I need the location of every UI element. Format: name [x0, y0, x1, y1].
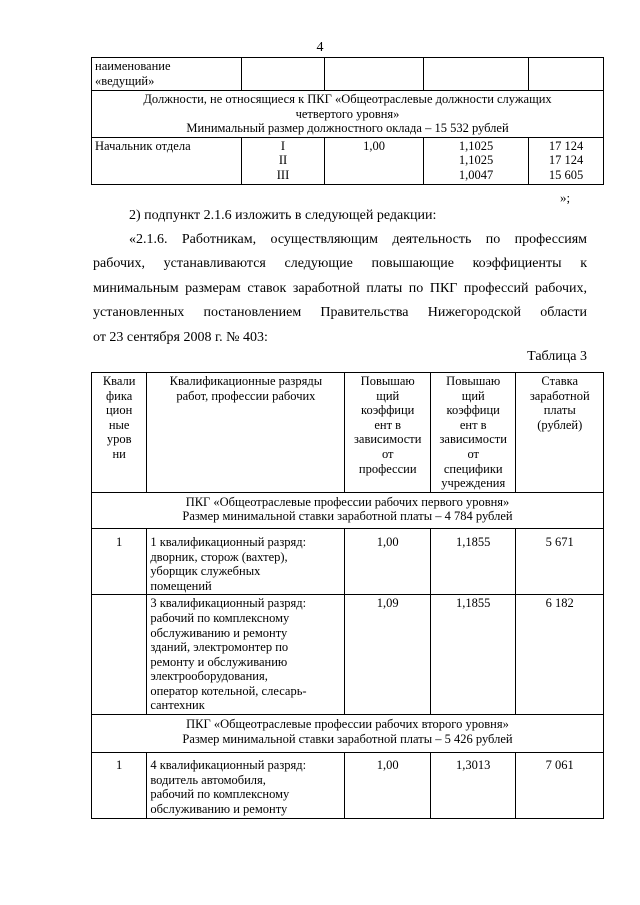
coef2-cell: 1,3013	[430, 753, 516, 818]
level-cell	[242, 137, 325, 184]
rate-cell: 6 182	[516, 595, 604, 715]
salary-cell	[529, 137, 604, 184]
coef1-cell	[325, 137, 424, 184]
page-number: 4	[316, 40, 324, 55]
header-levels	[92, 373, 147, 493]
level-value: III	[276, 167, 290, 182]
table-cell	[424, 58, 529, 91]
paragraph-2-1-6	[93, 228, 587, 350]
coef2-cell: 1,1855	[430, 528, 516, 594]
table-row	[92, 595, 604, 715]
header-line: работ, профессии рабочих	[176, 388, 316, 403]
level-value: II	[278, 153, 288, 168]
desc-line: рабочий по комплексному	[150, 610, 290, 625]
header-line: профессии	[358, 461, 417, 476]
group-header-first-level	[92, 492, 604, 528]
header-line: ент в	[374, 417, 402, 432]
paragraph-line: «2.1.6. Работникам, осуществляющим деятельность по профессиям	[129, 232, 587, 247]
level-cell: 1	[92, 528, 147, 594]
group-header-line: Минимальный размер должностного оклада – 15 532 рублей	[186, 121, 509, 136]
group-header-line: Должности, не относящиеся к ПКГ «Общеотраслевые должности служащих	[143, 92, 552, 106]
header-line: Ставка	[541, 374, 579, 388]
header-line: Квалификационные разряды	[169, 374, 323, 388]
header-line: фика	[106, 388, 133, 403]
group-header	[92, 91, 604, 138]
header-line: цион	[105, 403, 133, 418]
header-line: платы	[543, 403, 576, 418]
table-3	[91, 372, 604, 819]
header-grades	[147, 373, 345, 493]
header-line: ент в	[459, 417, 487, 432]
desc-line: помещений	[150, 578, 212, 593]
desc-line: 3 квалификационный разряд:	[150, 596, 307, 611]
coef2-value: 1,1025	[458, 138, 494, 153]
header-coef-institution	[430, 373, 516, 493]
paragraph-line: от 23 сентября 2008 г. № 403:	[93, 329, 268, 345]
header-line: Повышаю	[446, 374, 501, 388]
header-rate	[516, 373, 604, 493]
desc-line: зданий, электромонтер по	[150, 640, 289, 655]
coef1-cell: 1,00	[345, 528, 431, 594]
header-line: заработной	[529, 388, 590, 403]
header-line: Повышаю	[360, 374, 415, 388]
coef1-cell: 1,09	[345, 595, 431, 715]
coef2-value: 1,1025	[458, 153, 494, 168]
header-line: ни	[112, 446, 126, 461]
table-row	[92, 58, 604, 91]
header-line: щий	[376, 388, 400, 403]
desc-line: оператор котельной, слесарь-	[150, 683, 307, 698]
rate-cell: 5 671	[516, 528, 604, 594]
group-header-line: четвертого уровня»	[295, 106, 400, 121]
header-line: специфики	[443, 461, 503, 476]
header-line: (рублей)	[537, 417, 583, 432]
header-line: от	[467, 446, 479, 461]
table-row	[92, 753, 604, 818]
coef2-value: 1,0047	[458, 167, 494, 182]
table-cell	[242, 58, 325, 91]
paragraph-line: минимальным размерам ставок заработной платы по ПКГ профессий рабочих,	[93, 280, 587, 296]
level-cell	[92, 595, 147, 715]
group-header-line: Размер минимальной ставки заработной платы – 5 426 рублей	[182, 731, 513, 746]
header-line: от	[381, 446, 394, 461]
desc-line: электрооборудования,	[150, 669, 268, 684]
salary-value: 15 605	[548, 167, 584, 182]
desc-line: ремонту и обслуживанию	[150, 654, 288, 669]
table-label: Таблица 3	[527, 349, 587, 364]
table-row	[92, 137, 604, 184]
desc-cell	[147, 528, 345, 594]
group-header-line: Размер минимальной ставки заработной платы – 4 784 рублей	[182, 509, 513, 524]
header-line: коэффици	[361, 403, 415, 418]
header-line: зависимости	[353, 432, 422, 447]
header-line: щий	[461, 388, 485, 403]
desc-line: 1 квалификационный разряд:	[150, 534, 307, 549]
group-header-row	[92, 715, 604, 753]
group-header-line: ПКГ «Общеотраслевые профессии рабочих второго уровня»	[186, 717, 509, 732]
cell-line: «ведущий»	[95, 73, 155, 88]
table-cell	[92, 58, 242, 91]
group-header-row	[92, 492, 604, 528]
coef2-cell: 1,1855	[430, 595, 516, 715]
salary-value: 17 124	[548, 153, 584, 168]
salary-value: 17 124	[548, 138, 584, 153]
closing-quote: »;	[560, 190, 571, 205]
coef1-value: 1,00	[363, 138, 385, 153]
group-header-line: ПКГ «Общеотраслевые профессии рабочих первого уровня»	[185, 494, 510, 509]
table-cell	[325, 58, 424, 91]
table-cell	[529, 58, 604, 91]
desc-line: дворник, сторож (вахтер),	[150, 549, 288, 564]
rate-cell: 7 061	[516, 753, 604, 818]
level-cell: 1	[92, 753, 147, 818]
position-title: Начальник отдела	[92, 137, 242, 184]
desc-cell	[147, 595, 345, 715]
header-line: Квали	[102, 374, 136, 388]
header-line: уров	[106, 432, 132, 447]
header-row	[92, 373, 604, 493]
top-table	[91, 57, 604, 185]
coef1-cell: 1,00	[345, 753, 431, 818]
desc-line: уборщик служебных	[150, 564, 261, 579]
header-line: ные	[108, 417, 130, 432]
cell-line: наименование	[95, 59, 171, 73]
level-value: I	[280, 138, 286, 153]
header-line: коэффици	[446, 403, 500, 418]
instruction-text: 2) подпункт 2.1.6 изложить в следующей редакции:	[129, 208, 437, 223]
group-header-row	[92, 91, 604, 138]
desc-line: обслуживанию и ремонту	[150, 625, 288, 640]
paragraph-line: рабочих, устанавливаются следующие повышающие коэффициенты к	[93, 256, 587, 272]
desc-cell	[147, 753, 345, 818]
desc-line: сантехник	[150, 698, 205, 713]
header-line: зависимости	[439, 432, 507, 447]
table-row	[92, 528, 604, 594]
desc-line: рабочий по комплексному	[150, 787, 290, 802]
desc-line: водитель автомобиля,	[150, 772, 266, 787]
coef2-cell	[424, 137, 529, 184]
desc-line: обслуживанию и ремонту	[150, 802, 288, 817]
desc-line: 4 квалификационный разряд:	[150, 758, 307, 773]
group-header-second-level	[92, 715, 604, 753]
header-coef-profession	[345, 373, 431, 493]
paragraph-line: установленных постановлением Правительства Нижегородской области	[93, 305, 587, 321]
header-line: учреждения	[441, 476, 506, 491]
